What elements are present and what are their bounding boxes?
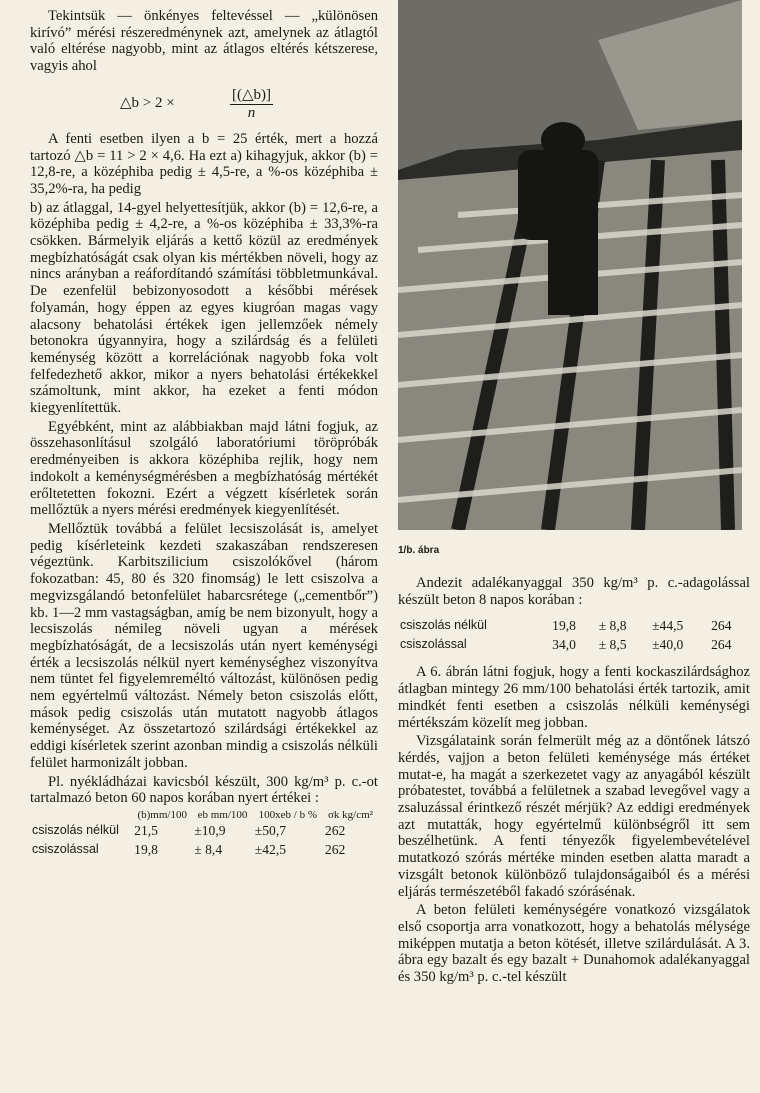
cell: 264 [711, 637, 732, 653]
formula [30, 85, 378, 119]
photo-illustration [398, 0, 742, 530]
right-column [398, 575, 750, 988]
paragraph: b) az átlaggal, 14-gyel helyettesítjük, akkor (b) = 12,6-re, a középhiba pedig ± 4,2-re, a %-os középhiba ± 33,3%-ra csökken. Bármelyik eljárás a kettő közül az eredmények megbízhatóságát csak olyan kis mértékben növeli, hogy az nincs arányban a reáfordítandó számítási többletmunkával. De ezenfelül bebizonyosodott a későbbi mérések folyamán, hogy éppen az egyes kiugróan magas vagy alacsony behatolási értékek igen jellemzőek némely betonokra úgyannyira, hogy a szilárdság és a felületi keménység között a korrelációnak nagyobb foka volt felfedezhető akkor, mikor a nyers behatolási értékekkel számoltunk, mint akkor, ha ezeket a fenti módon kiegyenlítettük. [30, 199, 378, 417]
results-table-2 [398, 616, 750, 654]
cell: 264 [711, 618, 732, 634]
cell: ±44,5 [652, 618, 684, 634]
cell: 262 [324, 841, 346, 857]
table-row [30, 840, 378, 859]
cell: 19,8 [134, 841, 158, 857]
figure-caption: 1/b. ábra [398, 545, 440, 556]
paragraph: Egyébként, mint az alábbiakban majd látni fogjuk, az összehasonlításul szolgáló laboratóriumi töröpróbák eredményeiben is akkora középhiba rejlik, hogy nem indokolt a keménységmérésben a megbízhatóság mértékét erőltetetten fokozni. Ezért a végzett kísérletek során mellőztük a nyers mérési eredmények kiegyenlítését. [30, 418, 378, 519]
paragraph: A 6. ábrán látni fogjuk, hogy a fenti kockaszilárdsághoz átlagban mintegy 26 mm/100 behatolási érték tartozik, amit mindkét fenti esetben a csiszolás nélküli keménységi mértékszám közelít meg jobban. [398, 664, 750, 731]
cell: ± 8,8 [598, 618, 627, 634]
formula-lhs: △b > 2 × [120, 94, 175, 111]
table-header: (b)mm/100 [137, 808, 187, 821]
formula-numerator: [(△b)] [232, 86, 272, 103]
formula-fraction [230, 85, 273, 122]
row-label: csiszolással [32, 841, 99, 856]
row-label: csiszolás nélkül [32, 822, 119, 837]
table-header: eb mm/100 [197, 808, 248, 821]
cell: ±10,9 [194, 822, 226, 838]
table-header: 100xeb / b % [258, 808, 318, 821]
cell: ±40,0 [652, 637, 684, 653]
cell: 19,8 [552, 618, 576, 634]
cell: 21,5 [134, 822, 158, 838]
table-row [398, 635, 750, 654]
paragraph: A beton felületi keménységére vonatkozó vizsgálatok első csoportja arra vonatkozott, hogy a behatolás mélysége miképpen mutatja a beton kötését, illetve szilárdulását. A 3. ábra egy bazalt és egy bazalt + Dunahomok adalékanyaggal és 350 kg/m³ p. c.-tel készült [398, 902, 750, 986]
left-column [30, 8, 378, 859]
results-table-1 [30, 809, 378, 859]
row-label: csiszolás nélkül [400, 618, 487, 633]
cell: ±42,5 [254, 841, 287, 857]
row-label: csiszolással [400, 637, 467, 652]
paragraph: Pl. nyékládházai kavicsból készült, 300 kg/m³ p. c.-ot tartalmazó beton 60 napos korában nyert értékei : [30, 773, 378, 807]
cell: ±50,7 [254, 822, 287, 838]
cell: ± 8,5 [598, 637, 627, 653]
cell: 262 [324, 822, 346, 838]
paragraph: Tekintsük — önkényes feltevéssel — „különösen kirívó” mérési részeredménynek azt, amelynek az átlagtól való eltérése nagyobb, mint az átlagos eltérés kétszerese, vagyis ahol [30, 8, 378, 75]
table-header: σk kg/cm² [327, 808, 373, 821]
table-row [398, 616, 750, 635]
formula-denominator: n [247, 104, 256, 121]
table-row [30, 821, 378, 840]
table-header-row [30, 809, 378, 821]
figure-photo [398, 0, 742, 530]
cell: ± 8,4 [194, 841, 223, 857]
paragraph: Andezit adalékanyaggal 350 kg/m³ p. c.-adagolással készült beton 8 napos korában : [398, 575, 750, 608]
paragraph: A fenti esetben ilyen a b = 25 érték, mert a hozzá tartozó △b = 11 > 2 × 4,6. Ha ezt a) kihagyjuk, akkor (b) = 12,8-re, a középhiba pedig ± 4,5-re, a %-os középhiba ± 35,2%-ra, ha pedig [30, 130, 378, 197]
cell: 34,0 [552, 637, 576, 653]
paragraph: Vizsgálataink során felmerült még az a döntőnek látszó kérdés, vajjon a beton felületi keménysége más értéket mutat-e, ha magát a szerkezetet vagy az anyagából készült próbatestet, továbbá a felületnek a szabad levegővel vagy a zsaluzással érintkező részét mérjük? Az eddigi eredmények azt mutatták, hogy egyértelmű különbségről itt sem beszélhetünk. A fenti tényezők figyelembevételével mutatkozó szórás mértéke minden esetben alatta maradt a vizsgált betonok különböző tulajdonságaiból és a mérési eljárás természetéből fakadó szórásénak. [398, 733, 750, 900]
paragraph: Mellőztük továbbá a felület lecsiszolását is, amelyet pedig kísérleteink kezdeti szakaszában rendszeresen végeztünk. Karbitszilicium csiszolókővel (három fokozatban: 45, 80 és 320 finomság) le lett csiszolva a megvizsgálandó betonfelület habarcsrétege („cementbőr”) kb. 1—2 mm vastagságban, amíg be nem bizonyult, hogy a lecsiszolás némileg növeli ugyan a mérések megbízhatóságát, de a lecsiszolás után nyert keménységi érték a lecsiszolás nélkül nyert keménységhez viszonyítva nem tüntet fel figyelemreméltó változást, különösen pedig nem egyértelmű változást. Némely beton csiszolás előtt, mások pedig csiszolás után mutatott nagyobb átlagos keménységet. Az összetartozó szilárdsági értékekkel az eddigi kísérletek szerint azonban mindig a csiszolás nélküli felület harmonizált jobban. [30, 520, 378, 771]
